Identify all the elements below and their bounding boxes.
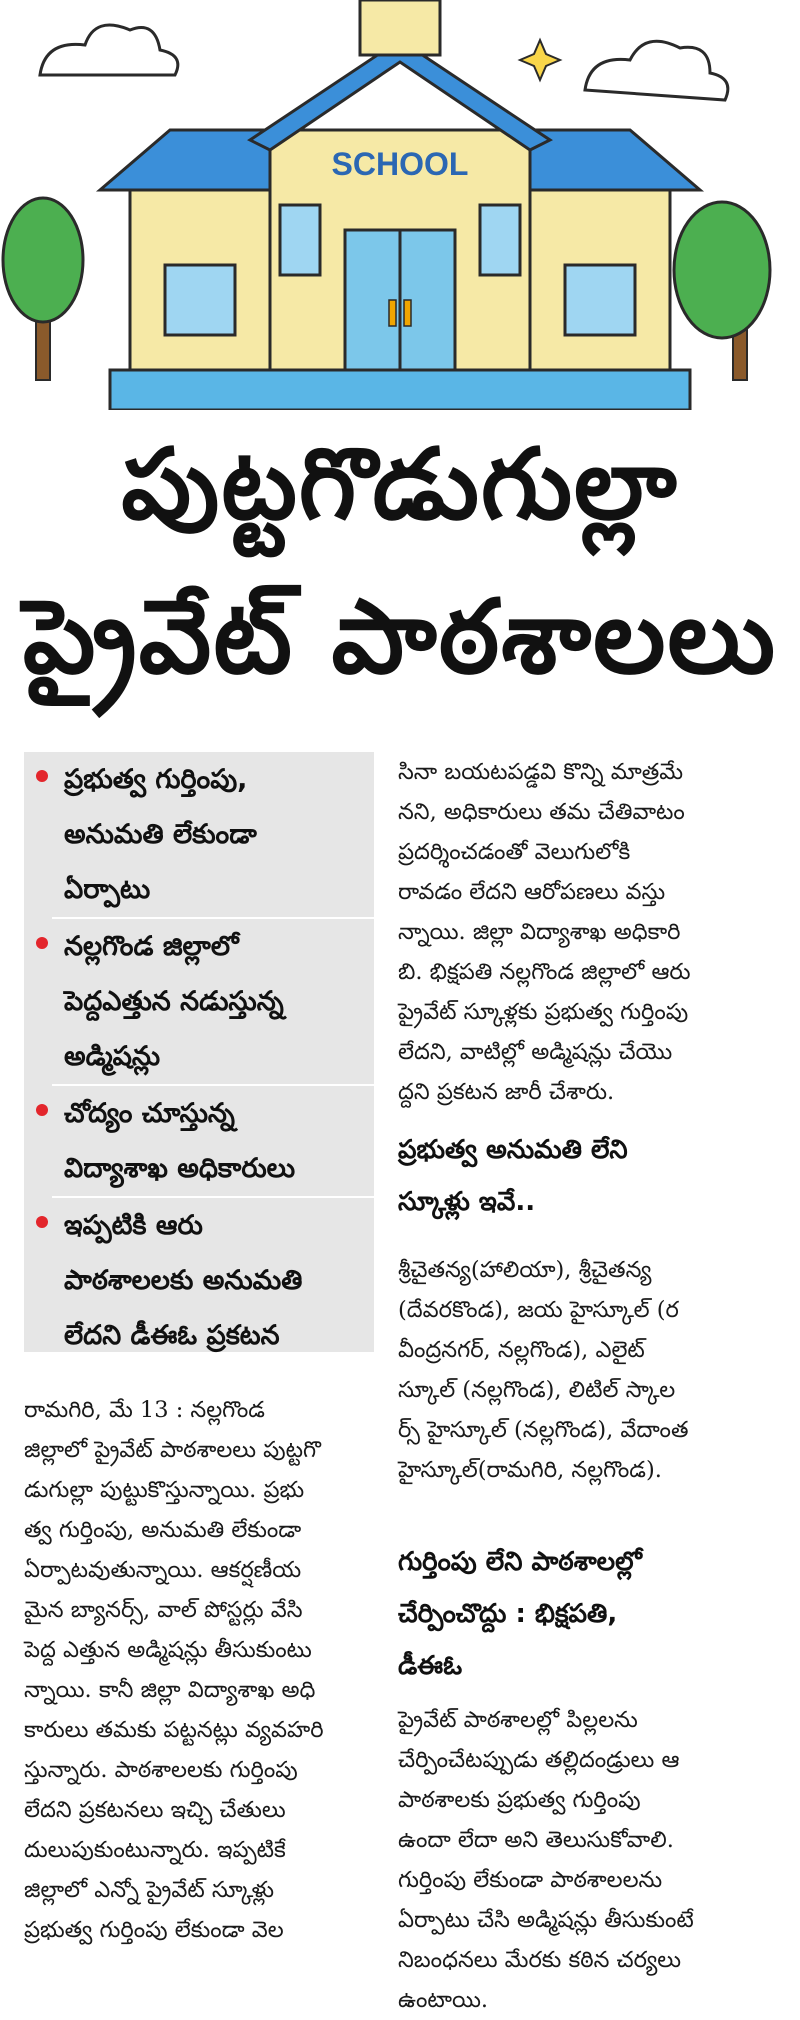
school-list: శ్రీచైతన్య(హాలియా), శ్రీచైతన్య (దేవరకొండ), జయ హైస్కూల్ (ర వీంద్రనగర్, నల్లగొండ), ఎలైట్ స్కూల్ (నల్లగొండ), లిటిల్ స్కాల ర్స్ హైస్కూల్ (నల్లగొండ), వేదాంత హైస్కూల్(రామగిరి, నల్లగొండ). (398, 1257, 689, 1483)
highlight-text: ఇప్పటికి ఆరు పాఠశాలలకు అనుమతి లేదని డీఈఓ ప్రకటన (64, 1210, 303, 1351)
bullet-icon (36, 1216, 48, 1228)
article-body-right-3: ప్రైవేట్ పాఠశాలల్లో పిల్లలను చేర్పించేటప్పుడు తల్లిదండ్రులు ఆ పాఠశాలకు ప్రభుత్వ గుర్తింపు ఉందా లేదా అని తెలుసుకోవాలి. గుర్తింపు లేకుండా పాఠశాలలను ఏర్పాటు చేసి అడ్మిషన్లు తీసుకుంటే నిబంధనలు మేరకు కఠిన చర్యలు ఉంటాయి. (398, 1707, 694, 2013)
bullet-icon (36, 770, 48, 782)
school-illustration (0, 0, 800, 410)
tree-left-icon (3, 198, 83, 380)
highlight-text: చోద్యం చూస్తున్న విద్యాశాఖ అధికారులు (64, 1098, 296, 1184)
cloud-left-icon (40, 25, 178, 75)
sparkle-icon (520, 40, 560, 80)
article-body-right-1: సినా బయటపడ్డవి కొన్ని మాత్రమే నని, అధికారులు తమ చేతివాటం ప్రదర్శించడంతో వెలుగులోకి రావడం లేదని ఆరోపణలు వస్తు న్నాయి. జిల్లా విద్యాశాఖ అధికారి బి. భిక్షపతి నల్లగొండ జిల్లాలో ఆరు ప్రైవేట్ స్కూళ్లకు ప్రభుత్వ గుర్తింపు లేదని, వాటిల్లో అడ్మిషన్లు చేయొ ద్దని ప్రకటన జారీ చేశారు. (398, 759, 691, 1105)
headline-line-1: పుట్టగొడుగుల్లా (121, 428, 679, 542)
highlight-item (24, 919, 374, 1084)
headline-line-2: ప్రైవేట్ పాఠశాలలు (22, 578, 778, 697)
highlight-text: ప్రభుత్వ గుర్తింపు, అనుమతి లేకుండా ఏర్పాటు (64, 764, 257, 905)
cloud-right-icon (585, 41, 728, 100)
subheading-unrecognized-schools: ప్రభుత్వ అనుమతి లేని స్కూళ్లు ఇవే.. (398, 1135, 628, 1217)
bullet-icon (36, 1104, 48, 1116)
school-sign-text: SCHOOL (331, 146, 469, 182)
highlight-text: నల్లగొండ జిల్లాలో పెద్దఎత్తున నడుస్తున్న అడ్మిషన్లు (64, 931, 284, 1072)
highlight-item (24, 1086, 374, 1196)
highlight-item (24, 1198, 374, 1363)
highlight-item (24, 752, 374, 917)
subheading-deo-statement: గుర్తింపు లేని పాఠశాలల్లో చేర్పించొద్దు : భిక్షపతి, డీఈఓ (398, 1547, 642, 1681)
highlights-box (24, 752, 374, 1352)
bullet-icon (36, 937, 48, 949)
tree-right-icon (674, 202, 770, 380)
article-body-left: రామగిరి, మే 13 : నల్లగొండ జిల్లాలో ప్రైవేట్ పాఠశాలలు పుట్టగొ డుగుల్లా పుట్టుకొస్తున్నాయి. ప్రభు త్వ గుర్తింపు, అనుమతి లేకుండా ఏర్పాటవుతున్నాయి. ఆకర్షణీయ మైన బ్యానర్స్, వాల్ పోస్టర్లు వేసి పెద్ద ఎత్తున అడ్మిషన్లు తీసుకుంటు న్నాయి. కానీ జిల్లా విద్యాశాఖ అధి కారులు తమకు పట్టనట్లు వ్యవహరి స్తున్నారు. పాఠశాలలకు గుర్తింపు లేదని ప్రకటనలు ఇచ్చి చేతులు దులుపుకుంటున్నారు. ఇప్పటికే జిల్లాలో ఎన్నో ప్రైవేట్ స్కూళ్లు ప్రభుత్వ గుర్తింపు లేకుండా వెల (24, 1397, 324, 1943)
